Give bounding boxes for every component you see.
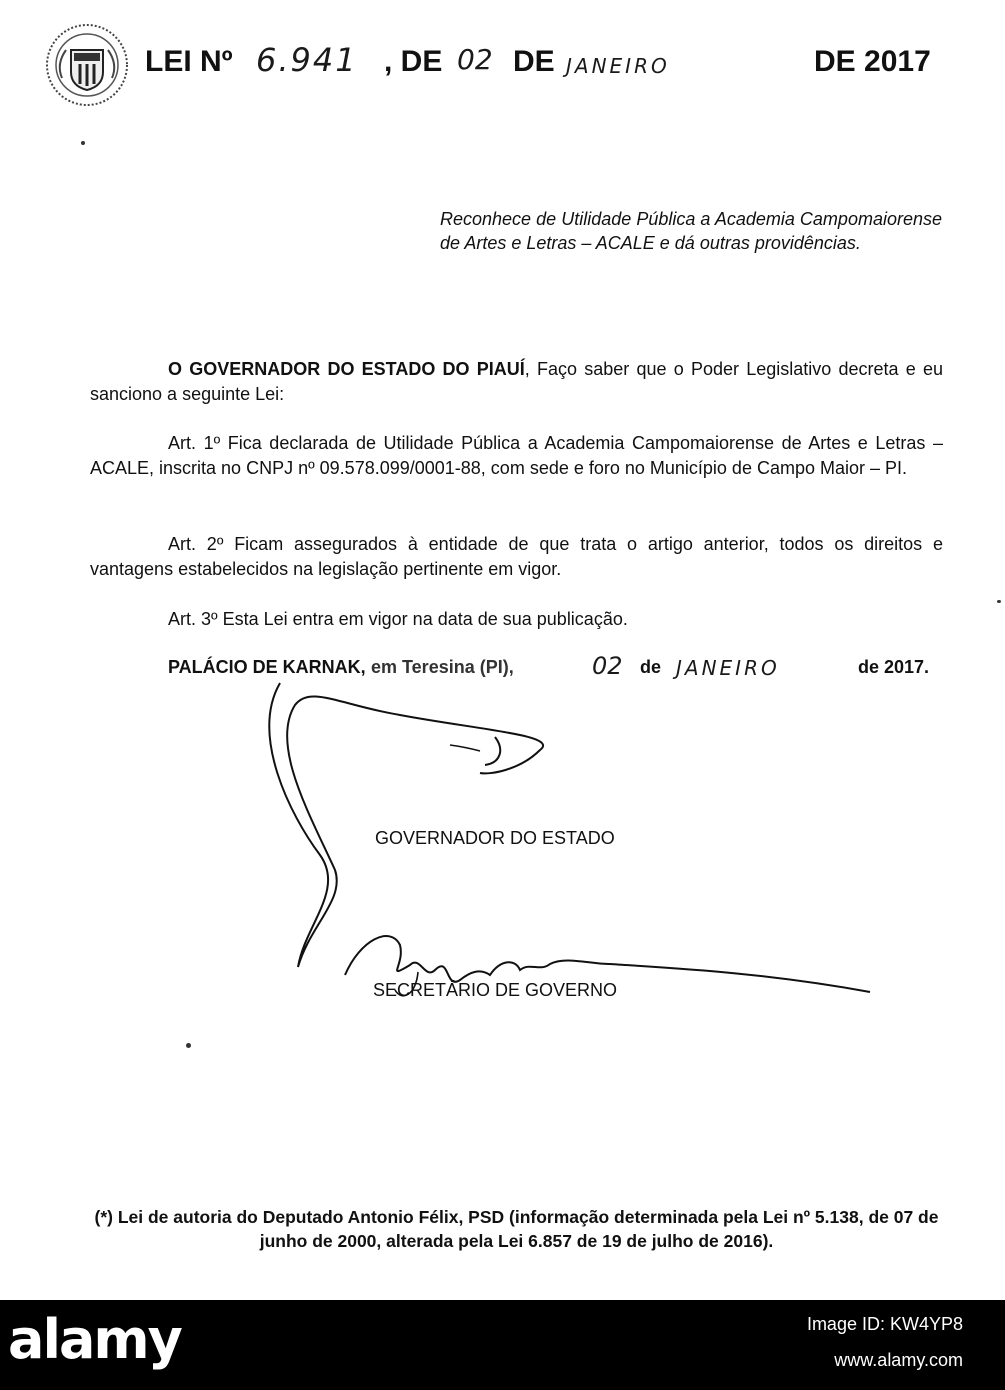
date-mid: DE — [513, 45, 555, 78]
place-de: de — [640, 657, 662, 677]
speck — [186, 1043, 191, 1048]
place-year: de 2017. — [858, 657, 930, 677]
date-prefix: , DE — [384, 45, 443, 78]
state-seal-icon — [44, 22, 130, 108]
article-1: Art. 1º Fica declarada de Utilidade Pública a Academia Campomaiorense de Artes e Letras – ACALE, inscrita no CNPJ nº 09.578.099/0001-88, com sede e foro no Município de Campo Maior – PI. — [90, 433, 943, 478]
secretary-title: SECRETÁRIO DE GOVERNO — [373, 980, 618, 1000]
law-prefix: LEI Nº — [145, 45, 233, 78]
place-month-handwritten: JANEIRO — [676, 656, 780, 680]
article-2: Art. 2º Ficam assegurados à entidade de que trata o artigo anterior, todos os direitos e vantagens estabelecidos na legislação pertinente em vigor. — [90, 534, 943, 579]
law-number-handwritten: 6.941 — [256, 41, 358, 79]
year-label: DE 2017 — [814, 45, 931, 78]
preamble-text: , Faço saber que o Poder Legislativo decreta e eu sanciono a seguinte Lei: — [90, 359, 943, 404]
article-3: Art. 3º Esta Lei entra em vigor na data de sua publicação. — [168, 609, 628, 629]
place-day-handwritten: 02 — [592, 652, 623, 680]
banner-url: www.alamy.com — [834, 1350, 963, 1370]
month-handwritten: JANEIRO — [566, 54, 670, 78]
speck — [81, 141, 85, 145]
place-city: em Teresina (PI), — [371, 657, 514, 677]
watermark-banner — [0, 1300, 1005, 1390]
day-handwritten: 02 — [457, 43, 493, 76]
preamble — [90, 357, 943, 407]
speck — [997, 600, 1001, 603]
law-summary: Reconhece de Utilidade Pública a Academia Campomaiorense de Artes e Letras – ACALE e dá outras providências. — [440, 209, 942, 253]
governor-title: GOVERNADOR DO ESTADO — [375, 828, 615, 848]
preamble-governor: O GOVERNADOR DO ESTADO DO PIAUÍ — [168, 359, 525, 379]
place-lead: PALÁCIO DE KARNAK, — [168, 657, 366, 677]
authorship-footnote: (*) Lei de autoria do Deputado Antonio Félix, PSD (informação determinada pela Lei nº 5.138, de 07 de junho de 2000, alterada pela Lei 6.857 de 19 de julho de 2016). — [94, 1207, 939, 1251]
image-id: Image ID: KW4YP8 — [806, 1314, 963, 1334]
alamy-logo: alamy — [8, 1308, 181, 1371]
